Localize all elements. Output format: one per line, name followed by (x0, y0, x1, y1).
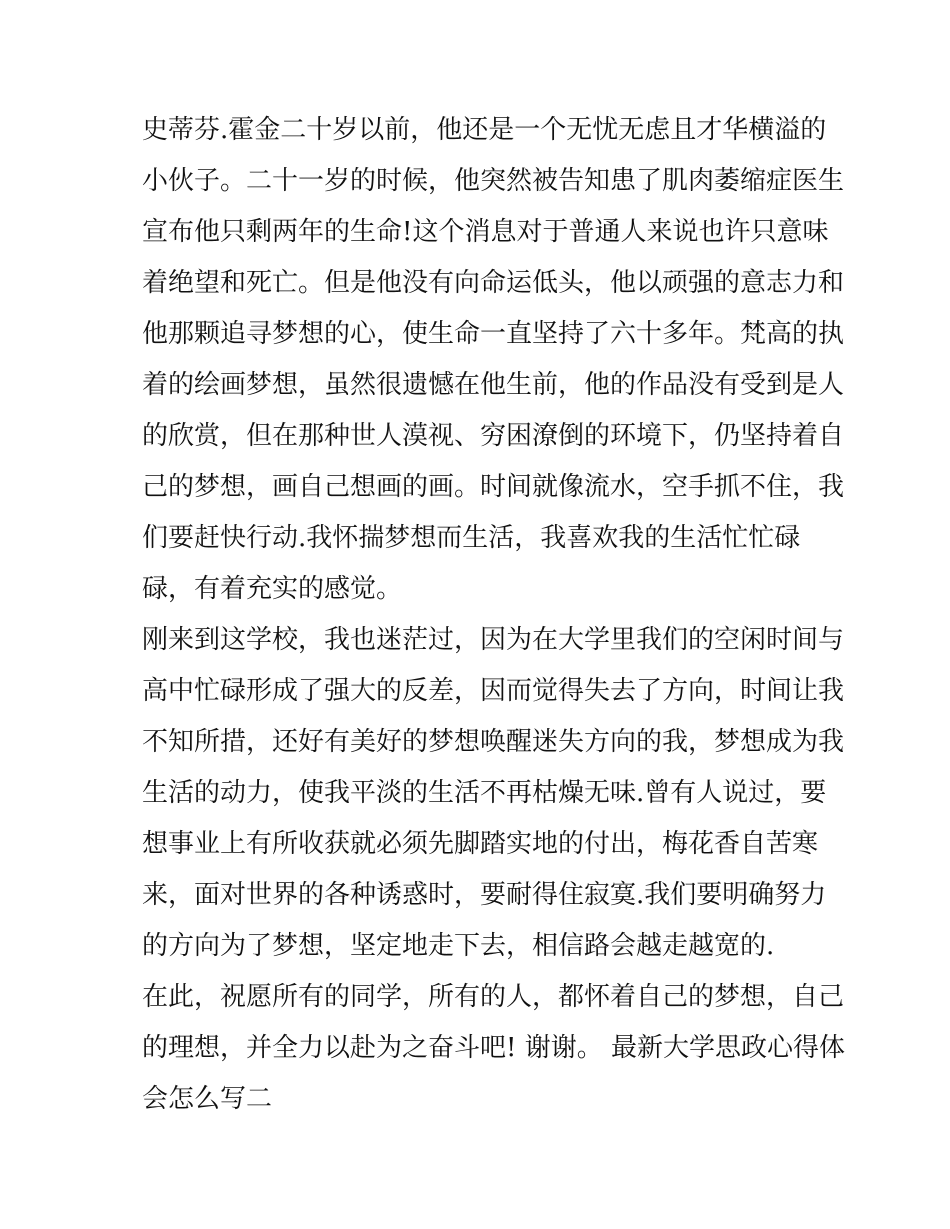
text-line: 刚来到这学校，我也迷茫过，因为在大学里我们的空闲时间与 (142, 625, 845, 655)
text-line: 的欣赏，但在那种世人漠视、穷困潦倒的环境下，仍坚持着自 (142, 421, 845, 451)
text-line: 史蒂芬.霍金二十岁以前，他还是一个无忧无虑且才华横溢的 (142, 115, 827, 145)
body-text (142, 105, 845, 1125)
text-line: 的理想，并全力以赴为之奋斗吧! 谢谢。 最新大学思政心得体 (142, 1033, 845, 1063)
text-line: 宣布他只剩两年的生命!这个消息对于普通人来说也许只意味 (142, 217, 829, 247)
text-line: 会怎么写二 (142, 1084, 273, 1114)
text-line: 碌，有着充实的感觉。 (142, 574, 403, 604)
text-line: 着绝望和死亡。但是他没有向命运低头，他以顽强的意志力和 (142, 268, 845, 298)
text-line: 的方向为了梦想，坚定地走下去，相信路会越走越宽的. (142, 931, 775, 961)
text-line: 生活的动力，使我平淡的生活不再枯燥无味.曾有人说过，要 (142, 778, 827, 808)
text-line: 来，面对世界的各种诱惑时，要耐得住寂寞.我们要明确努力 (142, 880, 827, 910)
text-line: 己的梦想，画自己想画的画。时间就像流水，空手抓不住，我 (142, 472, 845, 502)
text-line: 小伙子。二十一岁的时候，他突然被告知患了肌肉萎缩症医生 (142, 166, 845, 196)
text-line: 他那颗追寻梦想的心，使生命一直坚持了六十多年。梵高的执 (142, 319, 845, 349)
text-line: 们要赶快行动.我怀揣梦想而生活，我喜欢我的生活忙忙碌 (142, 523, 801, 553)
text-line: 高中忙碌形成了强大的反差，因而觉得失去了方向，时间让我 (142, 676, 845, 706)
text-line: 想事业上有所收获就必须先脚踏实地的付出，梅花香自苦寒 (142, 829, 819, 859)
text-line: 不知所措，还好有美好的梦想唤醒迷失方向的我，梦想成为我 (142, 727, 845, 757)
text-line: 着的绘画梦想，虽然很遗憾在他生前，他的作品没有受到是人 (142, 370, 845, 400)
text-line: 在此，祝愿所有的同学，所有的人，都怀着自己的梦想，自己 (142, 982, 845, 1012)
